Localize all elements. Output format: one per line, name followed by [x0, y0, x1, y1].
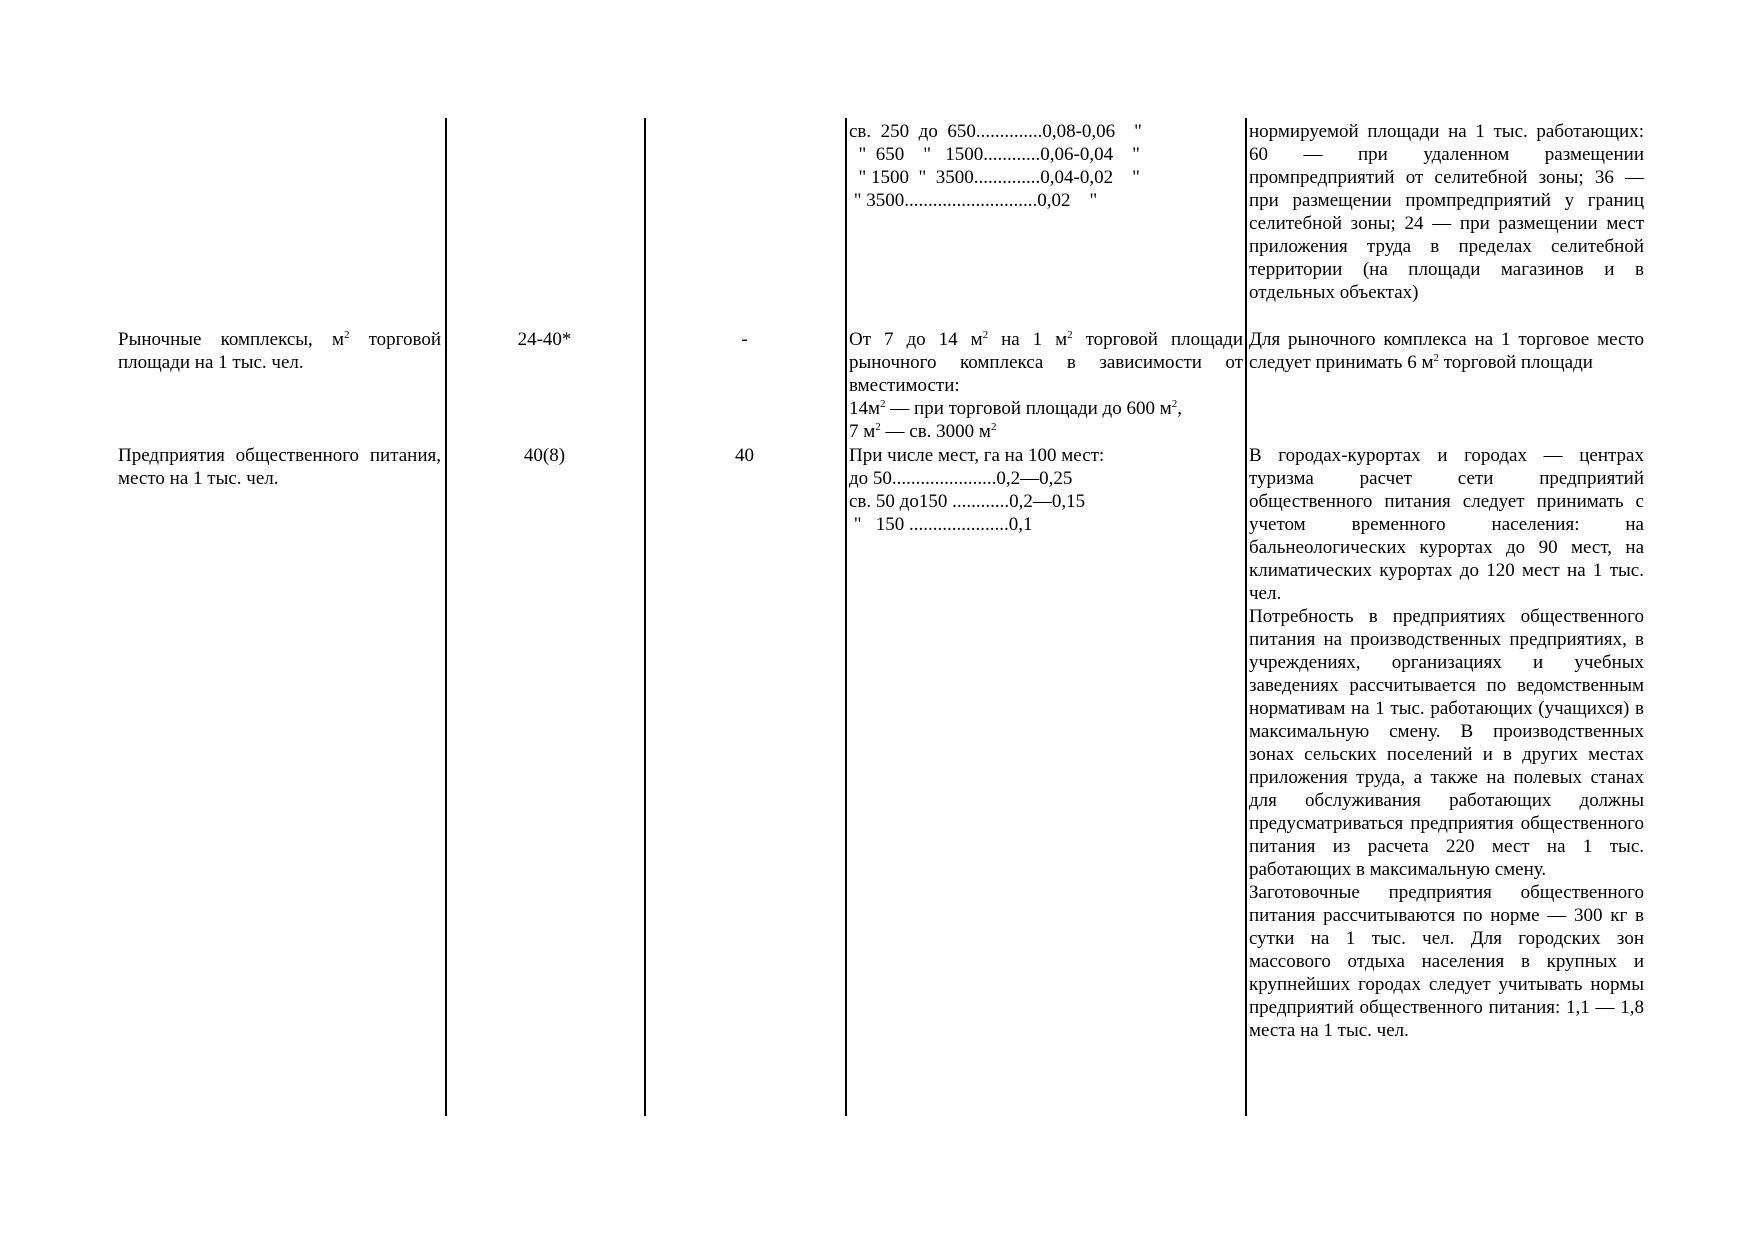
norm-line: св. 250 до 650..............0,08-0,06 " — [849, 121, 1142, 142]
continued-norm-cell — [849, 120, 1239, 212]
market-name-cell: Рыночные комплексы, $м^2$ торговой площади на 1 тыс. чел. — [118, 329, 441, 373]
continued-note-cell — [1249, 120, 1644, 304]
market-value-2: - — [741, 329, 748, 350]
market-size-cell — [849, 328, 1243, 443]
norm-line: " 3500............................0,02 " — [849, 190, 1098, 211]
note-text: нормируемой площади на 1 тыс. работающих: 60 — при удаленном размещении промпредприятий от селитебной зоны; 36 — при размещении промпредприятий у границ селитебной зоны; 24 — при размещении мест приложения труда в пределах селитебной территории (на площади магазинов и в отдельных объектах) — [1249, 121, 1644, 303]
note-paragraph: Заготовочные предприятия общественного питания рассчитываются по норме — 300 кг в сутки на 1 тыс. чел. Для городских зон массового отдыха населения в крупных и крупнейших городах следует учитывать нормы предприятий общественного питания: 1,1 — 1,8 места на 1 тыс. чел. — [1249, 882, 1644, 1041]
catering-value-1: 40(8) — [523, 445, 566, 466]
size-line: св. 50 до150 ............0,2—0,15 — [849, 491, 1086, 512]
size-line: При числе мест, га на 100 мест: — [849, 445, 1105, 466]
catering-value-2: 40 — [735, 445, 754, 466]
norm-line: " 1500 " 3500..............0,04-0,02 " — [849, 167, 1140, 188]
catering-note-cell — [1249, 444, 1644, 1042]
market-value-1: 24-40* — [517, 329, 572, 350]
note-paragraph: Потребность в предприятиях общественного питания на производственных предприятиях, в учреждениях, организациях и учебных заведениях рассчитывается по ведомственным нормативам на 1 тыс. работающих (учащихся) в максимальную смену. В производственных зонах сельских поселений и в других местах приложения труда, а также на полевых станах для обслуживания работающих должны предусматриваться предприятия общественного питания из расчета 220 мест на 1 тыс. работающих в максимальную смену. — [1249, 606, 1644, 880]
column-divider-4 — [1245, 118, 1247, 1116]
market-note-cell: Для рыночного комплекса на 1 торговое место следует принимать 6 $м^2$ торговой площади — [1249, 329, 1644, 373]
market-size-line: $14м^2$ — при торговой площади до 600 $м^2$, — [849, 398, 1182, 419]
column-divider-3 — [845, 118, 847, 1116]
column-divider-2 — [644, 118, 646, 1116]
market-size-text: От 7 до 14 $м^2$ на 1 $м^2$ торговой площади рыночного комплекса в зависимости от вместимости: — [849, 329, 1243, 396]
market-size-line: 7 $м^2$ — св. 3000 $м^2$ — [849, 421, 997, 442]
norm-line: " 650 " 1500............0,06-0,04 " — [849, 144, 1140, 165]
size-line: до 50......................0,2—0,25 — [849, 468, 1073, 489]
size-line: " 150 .....................0,1 — [849, 514, 1033, 535]
catering-size-cell — [849, 444, 1243, 536]
column-divider-1 — [445, 118, 447, 1116]
catering-name-cell: Предприятия общественного питания, место на 1 тыс. чел. — [118, 445, 441, 489]
note-paragraph: В городах-курортах и городах — центрах туризма расчет сети предприятий общественного питания следует принимать с учетом временного населения: на бальнеологических курортах до 90 мест, на климатических курортах до 120 мест на 1 тыс. чел. — [1249, 445, 1644, 604]
